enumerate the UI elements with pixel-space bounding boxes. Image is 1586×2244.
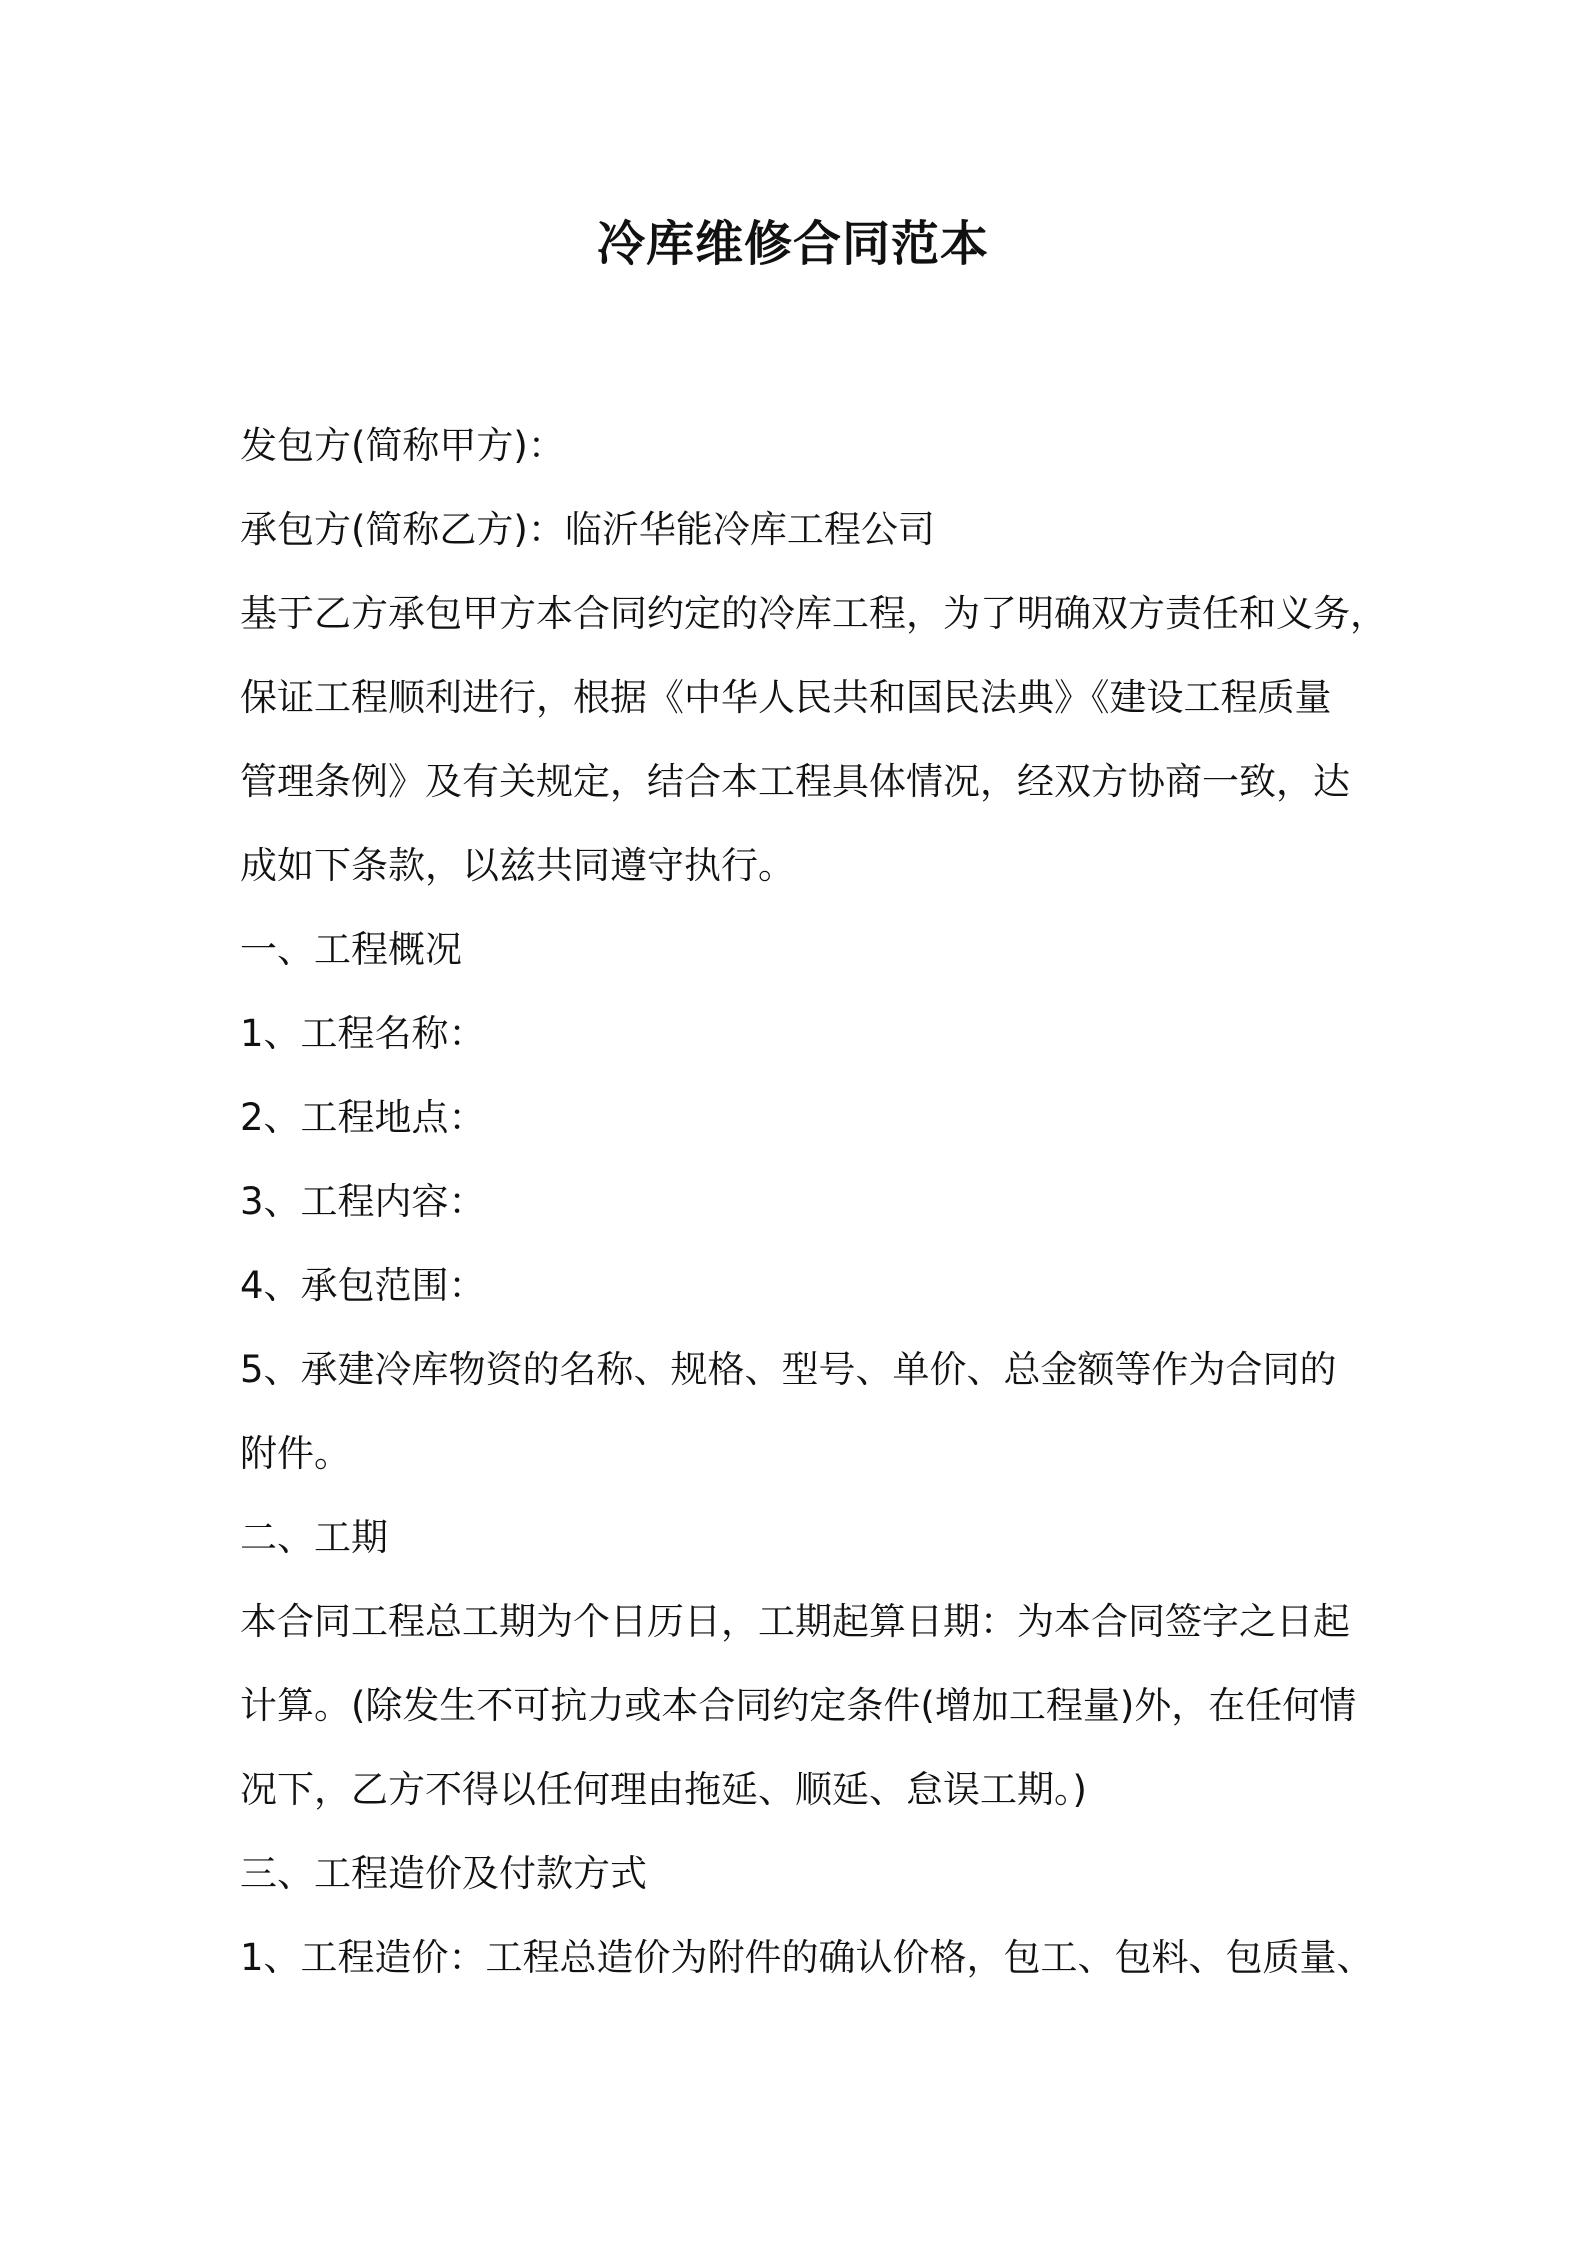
duration-line-1: 本合同工程总工期为个日历日，工期起算日期：为本合同签字之日起: [240, 1600, 1350, 1643]
document-title: 冷库维修合同范本: [596, 216, 989, 272]
clause-materials-line-1: 5、承建冷库物资的名称、规格、型号、单价、总金额等作为合同的: [240, 1348, 1337, 1391]
preamble-line-2: 保证工程顺利进行，根据《中华人民共和国民法典》《建设工程质量: [240, 676, 1332, 719]
section-heading-overview: 一、工程概况: [240, 928, 462, 971]
clause-project-content: 3、工程内容：: [240, 1180, 486, 1223]
section-heading-duration: 二、工期: [240, 1516, 388, 1559]
clause-materials-line-2: 附件。: [240, 1432, 351, 1475]
preamble-line-3: 管理条例》及有关规定，结合本工程具体情况，经双方协商一致，达: [240, 760, 1350, 803]
duration-line-2: 计算。(除发生不可抗力或本合同约定条件(增加工程量)外，在任何情: [240, 1684, 1357, 1727]
duration-line-3: 况下，乙方不得以任何理由拖延、顺延、怠误工期。): [240, 1768, 1087, 1811]
party-a-line: 发包方(简称甲方)：: [240, 424, 565, 467]
clause-contract-scope: 4、承包范围：: [240, 1264, 486, 1307]
preamble-line-1: 基于乙方承包甲方本合同约定的冷库工程，为了明确双方责任和义务，: [240, 592, 1387, 635]
preamble-line-4: 成如下条款，以兹共同遵守执行。: [240, 844, 795, 887]
clause-project-name: 1、工程名称：: [240, 1012, 486, 1055]
party-b-line: 承包方(简称乙方)：临沂华能冷库工程公司: [240, 508, 935, 551]
clause-project-location: 2、工程地点：: [240, 1096, 486, 1139]
section-heading-price-payment: 三、工程造价及付款方式: [240, 1852, 647, 1895]
clause-project-price: 1、工程造价：工程总造价为附件的确认价格，包工、包料、包质量、: [240, 1936, 1374, 1979]
document-body: [240, 404, 1387, 2000]
